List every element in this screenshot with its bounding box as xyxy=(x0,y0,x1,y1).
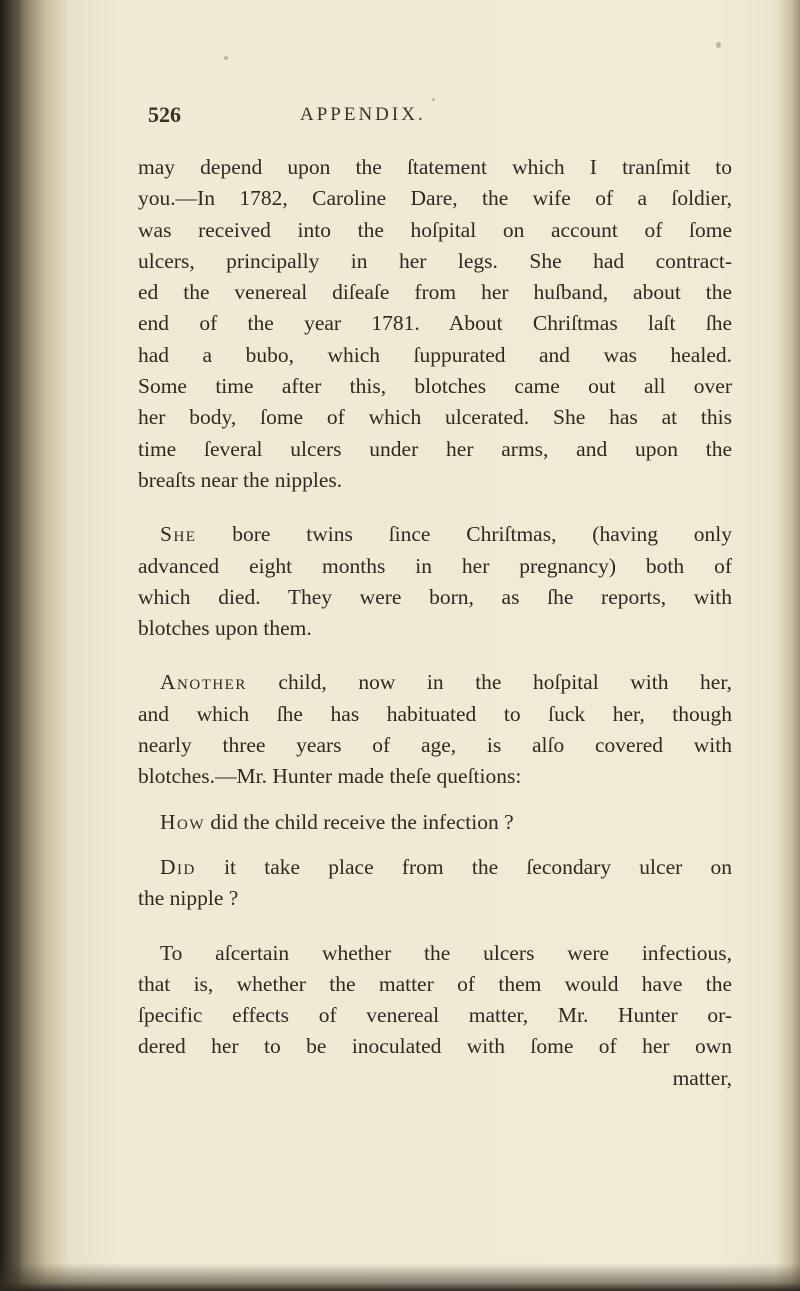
text-line: dered her to be inoculated with ſome of her own xyxy=(138,1034,732,1059)
text-line xyxy=(138,852,732,883)
line-text: did the child receive the infection ? xyxy=(205,809,514,834)
text-line: ed the venereal diſeaſe from her huſband, about the xyxy=(138,280,732,305)
line-text: child, now in the hoſpital with her, xyxy=(246,670,732,695)
text-line: blotches.—Mr. Hunter made theſe queſtions: xyxy=(138,764,522,789)
text-line: blotches upon them. xyxy=(138,616,312,641)
text-line: ulcers, principally in her legs. She had contract- xyxy=(138,248,732,273)
paper-fleck xyxy=(432,98,435,101)
paper-fleck xyxy=(716,42,721,48)
text-line: the nipple ? xyxy=(138,886,239,911)
book-spine-shadow xyxy=(0,0,22,1291)
text-line xyxy=(138,519,732,550)
page-number: 526 xyxy=(148,102,181,127)
text-line: ſpecific effects of venereal matter, Mr. Hunter or- xyxy=(138,1003,732,1028)
text-line: was received into the hoſpital on account of ſome xyxy=(138,217,732,242)
text-line: had a bubo, which ſuppurated and was healed. xyxy=(138,342,732,367)
lead-word: Another xyxy=(160,670,247,695)
lead-word: She xyxy=(160,522,197,547)
text-line: and which ſhe has habituated to ſuck her, though xyxy=(138,701,732,726)
text-line: you.—In 1782, Caroline Dare, the wife of a ſoldier, xyxy=(138,186,732,211)
line-text: bore twins ſince Chriſtmas, (having only xyxy=(196,522,732,547)
lead-word: Did xyxy=(160,854,196,879)
catchword: matter, xyxy=(672,1065,732,1090)
body-text xyxy=(138,152,732,1094)
text-line xyxy=(138,667,732,698)
text-line: advanced eight months in her pregnancy) both of xyxy=(138,553,732,578)
page-header xyxy=(148,102,528,132)
line-text: To aſcertain whether the ulcers were infectious, xyxy=(160,940,732,965)
text-line: nearly three years of age, is alſo covered with xyxy=(138,733,732,758)
text-line: breaſts near the nipples. xyxy=(138,467,343,492)
text-line: end of the year 1781. About Chriſtmas laſt ſhe xyxy=(138,311,732,336)
text-line: may depend upon the ſtatement which I tranſmit to xyxy=(138,155,732,179)
text-line: her body, ſome of which ulcerated. She has at this xyxy=(138,405,732,430)
text-line: which died. They were born, as ſhe reports, with xyxy=(138,584,732,609)
lead-word: How xyxy=(160,809,206,834)
text-line xyxy=(138,807,732,838)
page-bottom-shadow xyxy=(0,1263,800,1291)
text-line: that is, whether the matter of them would have the xyxy=(138,971,732,996)
line-text: it take place from the ſecondary ulcer on xyxy=(195,854,732,879)
text-line: Some time after this, blotches came out all over xyxy=(138,374,732,399)
text-line: time ſeveral ulcers under her arms, and upon the xyxy=(138,436,732,461)
paper-fleck xyxy=(224,56,228,60)
running-head: APPENDIX. xyxy=(300,104,426,125)
text-line xyxy=(138,938,732,969)
